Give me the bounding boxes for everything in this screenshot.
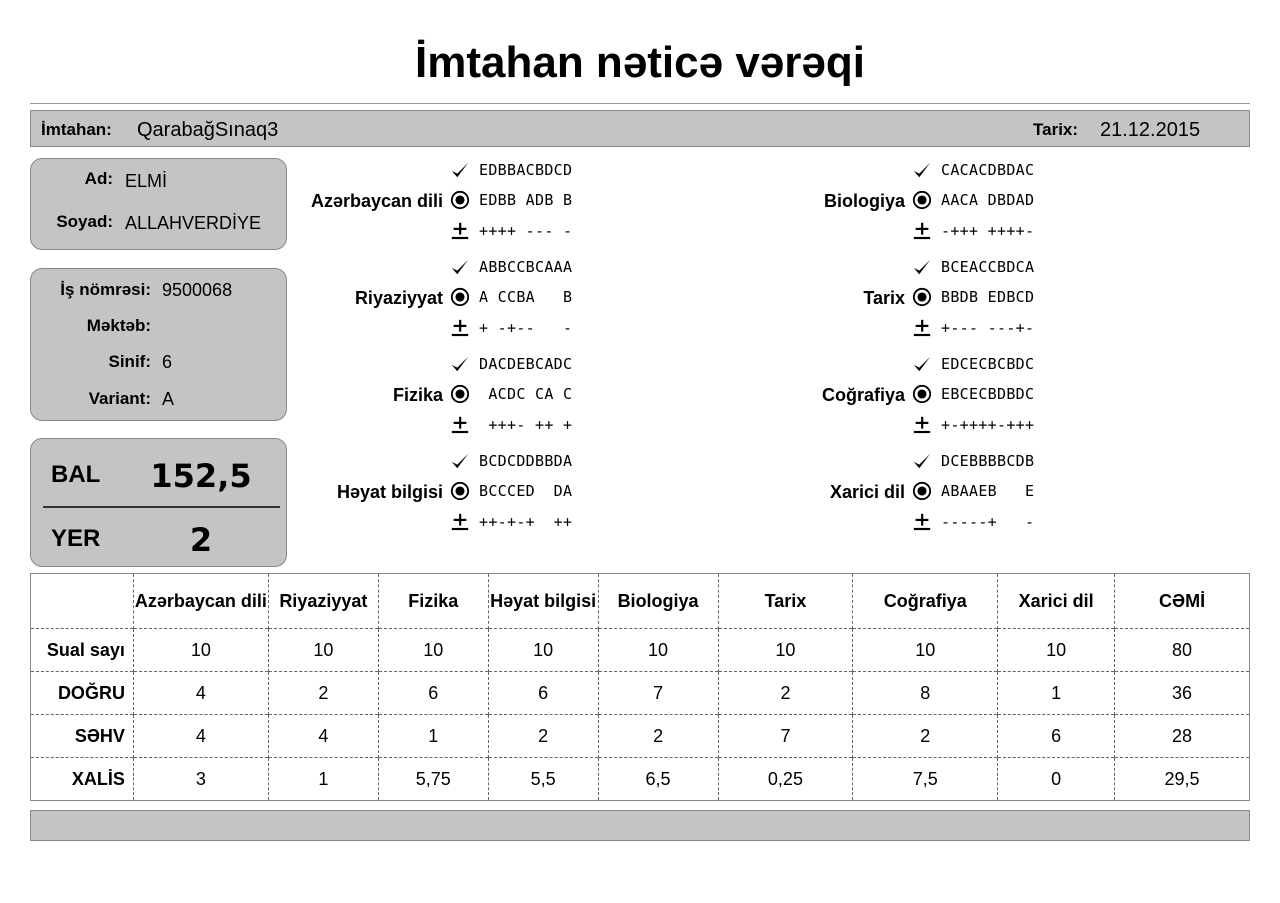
table-cell: 1 bbox=[378, 715, 488, 758]
radio-icon bbox=[450, 481, 472, 503]
results-table bbox=[30, 573, 1250, 801]
subject-name: Azərbaycan dili bbox=[310, 191, 443, 211]
student-answers: AACA DBDAD bbox=[941, 191, 1035, 209]
surname-value: ALLAHVERDİYE bbox=[125, 213, 262, 233]
yer-label: YER bbox=[51, 525, 101, 552]
exam-label: İmtahan: bbox=[41, 120, 112, 139]
answer-marks: -----+ - bbox=[941, 513, 1035, 531]
subject-name: Fizika bbox=[392, 385, 443, 405]
column-header: Biologiya bbox=[598, 574, 718, 629]
column-header: Azərbaycan dili bbox=[133, 574, 268, 629]
column-header: Coğrafiya bbox=[853, 574, 998, 629]
column-header bbox=[31, 574, 134, 629]
table-cell: 4 bbox=[133, 715, 268, 758]
check-icon bbox=[450, 354, 472, 376]
table-cell: 4 bbox=[133, 672, 268, 715]
table-cell: 80 bbox=[1115, 629, 1250, 672]
check-icon bbox=[912, 160, 934, 182]
table-cell: 6 bbox=[378, 672, 488, 715]
score-divider bbox=[43, 506, 280, 508]
work-number-value: 9500068 bbox=[162, 280, 233, 300]
answer-marks: + -+-- - bbox=[479, 319, 573, 337]
answer-key: EDCECBCBDC bbox=[941, 355, 1035, 373]
table-cell: 1 bbox=[998, 672, 1115, 715]
page-title: İmtahan nəticə vərəqi bbox=[415, 38, 865, 87]
column-header: Tarix bbox=[718, 574, 853, 629]
column-header: Fizika bbox=[378, 574, 488, 629]
table-cell: 10 bbox=[488, 629, 598, 672]
check-icon bbox=[912, 257, 934, 279]
table-cell: 2 bbox=[853, 715, 998, 758]
table-cell: 7,5 bbox=[853, 758, 998, 801]
table-cell: 5,5 bbox=[488, 758, 598, 801]
subject-name: Həyat bilgisi bbox=[336, 482, 443, 502]
table-header-row bbox=[31, 574, 1250, 629]
answer-key: BCDCDDBBDA bbox=[479, 452, 573, 470]
plus-minus-icon bbox=[912, 318, 934, 340]
answer-key: CACACDBDAC bbox=[941, 161, 1035, 179]
table-cell: 10 bbox=[133, 629, 268, 672]
table-cell: XALİS bbox=[31, 758, 134, 801]
table-cell: 29,5 bbox=[1115, 758, 1250, 801]
student-answers: BCCCED DA bbox=[479, 482, 573, 500]
surname-label: Soyad: bbox=[56, 212, 113, 231]
bal-value: 152,5 bbox=[150, 457, 252, 495]
plus-minus-icon bbox=[912, 512, 934, 534]
table-cell: 6,5 bbox=[598, 758, 718, 801]
class-label: Sinif: bbox=[108, 352, 151, 371]
table-cell: 36 bbox=[1115, 672, 1250, 715]
variant-label: Variant: bbox=[88, 389, 151, 408]
student-answers: ABAAEB E bbox=[941, 482, 1035, 500]
table-cell: 7 bbox=[598, 672, 718, 715]
table-row bbox=[31, 715, 1250, 758]
table-cell: 2 bbox=[598, 715, 718, 758]
table-cell: 2 bbox=[488, 715, 598, 758]
check-icon bbox=[450, 451, 472, 473]
plus-minus-icon bbox=[912, 415, 934, 437]
answer-key: EDBBACBDCD bbox=[479, 161, 573, 179]
table-cell: SƏHV bbox=[31, 715, 134, 758]
school-label: Məktəb: bbox=[86, 316, 151, 335]
work-number-label: İş nömrəsi: bbox=[60, 280, 151, 299]
table-cell: Sual sayı bbox=[31, 629, 134, 672]
table-cell: 10 bbox=[998, 629, 1115, 672]
student-answers: A CCBA B bbox=[479, 288, 573, 306]
table-cell: 10 bbox=[853, 629, 998, 672]
column-header: CƏMİ bbox=[1115, 574, 1250, 629]
radio-icon bbox=[912, 481, 934, 503]
answer-marks: +++- ++ + bbox=[479, 416, 573, 434]
check-icon bbox=[450, 160, 472, 182]
subject-name: Biologiya bbox=[823, 191, 905, 211]
check-icon bbox=[450, 257, 472, 279]
bal-label: BAL bbox=[51, 461, 101, 488]
radio-icon bbox=[450, 190, 472, 212]
table-cell: 3 bbox=[133, 758, 268, 801]
table-cell: 0 bbox=[998, 758, 1115, 801]
radio-icon bbox=[450, 384, 472, 406]
class-value: 6 bbox=[162, 352, 173, 372]
answer-marks: +-++++-+++ bbox=[941, 416, 1035, 434]
plus-minus-icon bbox=[450, 512, 472, 534]
table-cell: 28 bbox=[1115, 715, 1250, 758]
radio-icon bbox=[450, 287, 472, 309]
plus-minus-icon bbox=[912, 221, 934, 243]
answer-marks: ++-+-+ ++ bbox=[479, 513, 573, 531]
answer-key: BCEACCBDCA bbox=[941, 258, 1035, 276]
table-cell: 7 bbox=[718, 715, 853, 758]
date-label: Tarix: bbox=[1033, 120, 1079, 139]
table-cell: 1 bbox=[268, 758, 378, 801]
student-answers: EDBB ADB B bbox=[479, 191, 573, 209]
variant-value: A bbox=[162, 389, 175, 409]
table-cell: 2 bbox=[268, 672, 378, 715]
table-cell: 10 bbox=[718, 629, 853, 672]
plus-minus-icon bbox=[450, 318, 472, 340]
name-label: Ad: bbox=[84, 169, 113, 188]
table-cell: 10 bbox=[598, 629, 718, 672]
subject-name: Tarix bbox=[863, 288, 905, 308]
answer-marks: -+++ ++++- bbox=[941, 222, 1035, 240]
exam-value: QarabağSınaq3 bbox=[137, 119, 279, 141]
answer-key: DACDEBCADC bbox=[479, 355, 573, 373]
radio-icon bbox=[912, 287, 934, 309]
footer-bar bbox=[30, 810, 1250, 841]
table-cell: 6 bbox=[488, 672, 598, 715]
check-icon bbox=[912, 451, 934, 473]
table-cell: 10 bbox=[378, 629, 488, 672]
table-cell: 2 bbox=[718, 672, 853, 715]
table-row bbox=[31, 672, 1250, 715]
table-cell: 10 bbox=[268, 629, 378, 672]
subject-name: Xarici dil bbox=[829, 482, 905, 502]
table-cell: 0,25 bbox=[718, 758, 853, 801]
title-divider bbox=[30, 103, 1250, 104]
name-value: ELMİ bbox=[125, 171, 168, 191]
table-cell: 4 bbox=[268, 715, 378, 758]
student-answers: EBCECBDBDC bbox=[941, 385, 1035, 403]
table-cell: DOĞRU bbox=[31, 672, 134, 715]
answer-key: DCEBBBBCDB bbox=[941, 452, 1035, 470]
table-row bbox=[31, 629, 1250, 672]
subject-name: Riyaziyyat bbox=[354, 288, 443, 308]
column-header: Həyat bilgisi bbox=[488, 574, 598, 629]
table-cell: 6 bbox=[998, 715, 1115, 758]
subject-name: Coğrafiya bbox=[821, 385, 905, 405]
answer-marks: ++++ --- - bbox=[479, 222, 573, 240]
answer-key: ABBCCBCAAA bbox=[479, 258, 573, 276]
radio-icon bbox=[912, 384, 934, 406]
exam-info-bar bbox=[30, 110, 1250, 147]
plus-minus-icon bbox=[450, 221, 472, 243]
student-answers: BBDB EDBCD bbox=[941, 288, 1035, 306]
student-answers: ACDC CA C bbox=[479, 385, 573, 403]
answer-marks: +--- ---+- bbox=[941, 319, 1035, 337]
check-icon bbox=[912, 354, 934, 376]
table-cell: 5,75 bbox=[378, 758, 488, 801]
table-row bbox=[31, 758, 1250, 801]
date-value: 21.12.2015 bbox=[1100, 119, 1201, 141]
yer-value: 2 bbox=[189, 521, 213, 559]
column-header: Xarici dil bbox=[998, 574, 1115, 629]
column-header: Riyaziyyat bbox=[268, 574, 378, 629]
radio-icon bbox=[912, 190, 934, 212]
table-cell: 8 bbox=[853, 672, 998, 715]
plus-minus-icon bbox=[450, 415, 472, 437]
